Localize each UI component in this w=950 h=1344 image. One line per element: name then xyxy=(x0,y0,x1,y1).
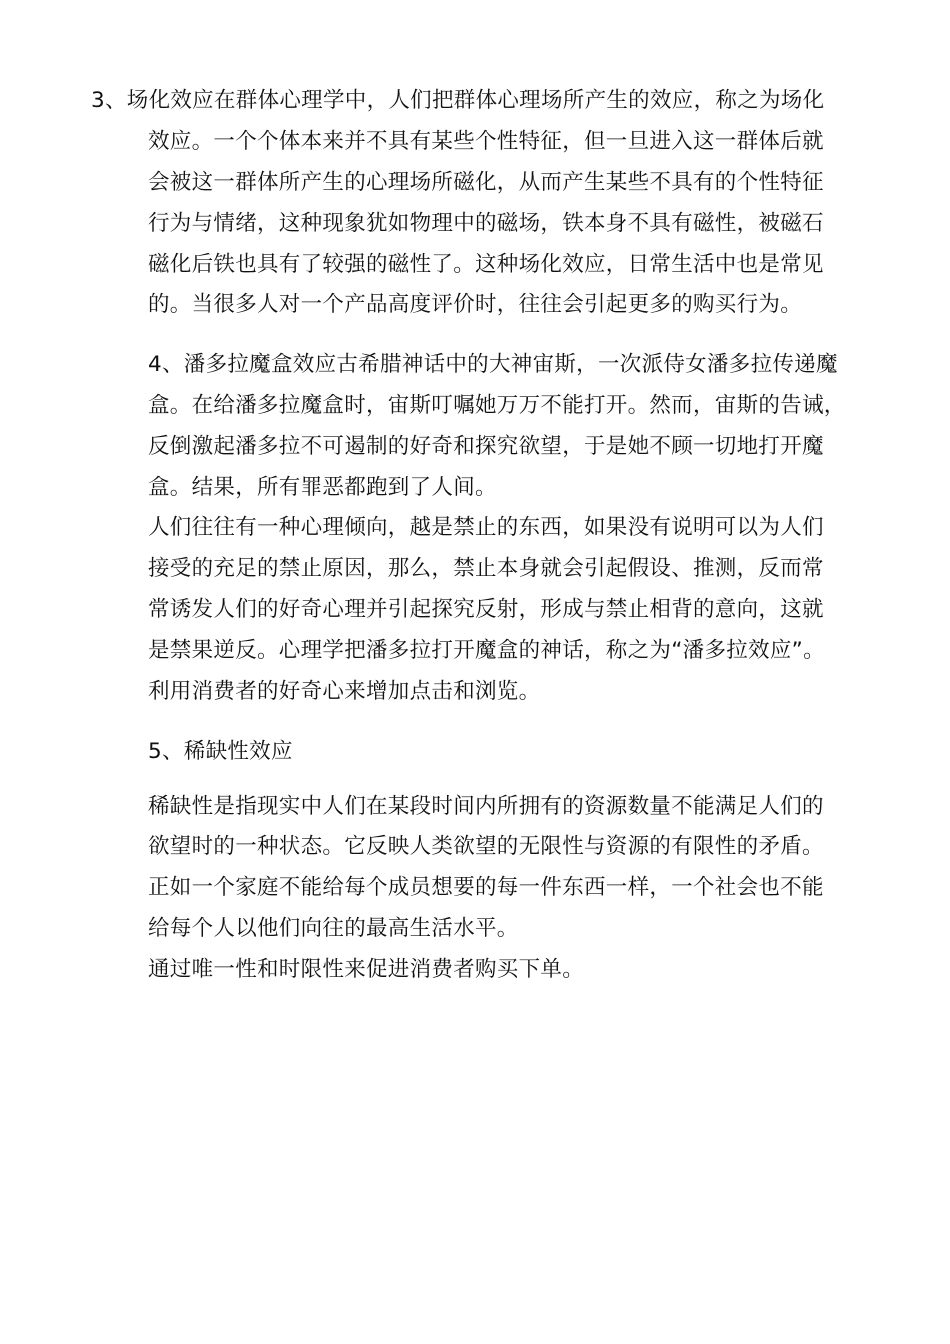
section-3-line: 效应。一个个体本来并不具有某些个性特征，但一旦进入这一群体后就 xyxy=(148,129,824,154)
section-3-line: 的。当很多人对一个产品高度评价时，往往会引起更多的购买行为。 xyxy=(148,292,803,317)
section-5-line: 通过唯一性和时限性来促进消费者购买下单。 xyxy=(148,957,585,982)
section-4-line: 盒。在给潘多拉魔盒时，宙斯叮嘱她万万不能打开。然而，宙斯的告诫， xyxy=(148,393,846,418)
section-4-line: 4、潘多拉魔盒效应古希腊神话中的大神宙斯，一次派侍女潘多拉传递魔 xyxy=(148,352,838,377)
section-4-line: 盒。结果，所有罪恶都跑到了人间。 xyxy=(148,475,497,500)
section-4-line: 利用消费者的好奇心来增加点击和浏览。 xyxy=(148,679,541,704)
section-3-line: 行为与情绪，这种现象犹如物理中的磁场，铁本身不具有磁性，被磁石 xyxy=(148,211,824,236)
section-3-line: 会被这一群体所产生的心理场所磁化，从而产生某些不具有的个性特征 xyxy=(148,170,824,195)
section-5-line: 正如一个家庭不能给每个成员想要的每一件东西一样，一个社会也不能 xyxy=(148,875,824,900)
section-3-line: 3、场化效应在群体心理学中，人们把群体心理场所产生的效应，称之为场化 xyxy=(91,88,825,113)
section-4-line: 接受的充足的禁止原因，那么，禁止本身就会引起假设、推测，反而常 xyxy=(148,556,824,581)
section-5-heading: 5、稀缺性效应 xyxy=(148,739,293,764)
section-3-line: 磁化后铁也具有了较强的磁性了。这种场化效应，日常生活中也是常见 xyxy=(148,252,824,277)
section-4-line: 反倒激起潘多拉不可遏制的好奇和探究欲望，于是她不顾一切地打开魔 xyxy=(148,434,824,459)
section-5-line: 欲望时的一种状态。它反映人类欲望的无限性与资源的有限性的矛盾。 xyxy=(148,834,824,859)
section-4-line: 常诱发人们的好奇心理并引起探究反射，形成与禁止相背的意向，这就 xyxy=(148,597,824,622)
section-5-line: 给每个人以他们向往的最高生活水平。 xyxy=(148,916,519,941)
section-4-line: 人们往往有一种心理倾向，越是禁止的东西，如果没有说明可以为人们 xyxy=(148,515,824,540)
section-5-line: 稀缺性是指现实中人们在某段时间内所拥有的资源数量不能满足人们的 xyxy=(148,794,824,819)
section-4-line: 是禁果逆反。心理学把潘多拉打开魔盒的神话，称之为“潘多拉效应”。 xyxy=(148,638,825,663)
